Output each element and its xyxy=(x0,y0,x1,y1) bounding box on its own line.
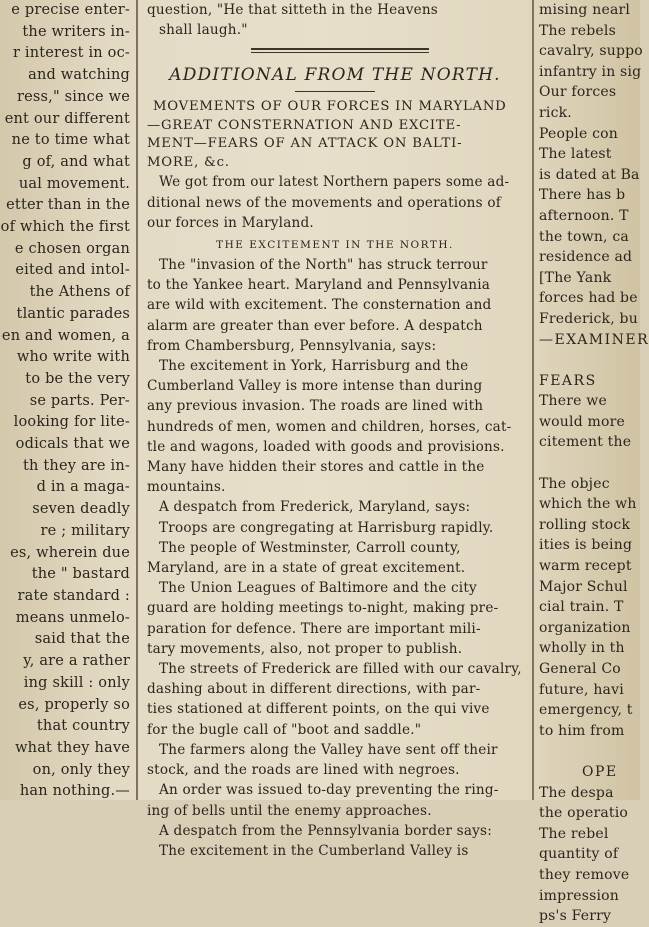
text-line: mising nearl xyxy=(539,2,631,18)
text-line: han nothing.— xyxy=(19,783,130,800)
text-line: The Union Leagues of Baltimore and the city xyxy=(159,580,477,597)
text-line: rolling stock xyxy=(539,516,631,533)
text-line: are wild with excitement. The consternation and xyxy=(147,297,492,314)
left-column xyxy=(0,0,134,800)
text-line: quantity of xyxy=(539,846,619,863)
text-line: the town, ca xyxy=(539,228,629,245)
text-line: tlantic parades xyxy=(16,305,130,322)
article-subhead xyxy=(141,98,529,172)
text-line: A despatch from the Pennsylvania border says: xyxy=(159,822,492,839)
section-title: THE EXCITEMENT IN THE NORTH. xyxy=(216,239,454,252)
text-line: An order was issued to-day preventing the ring- xyxy=(159,782,499,799)
text-line: future, havi xyxy=(539,681,624,698)
text-line: the " bastard xyxy=(31,566,130,583)
text-line: ing of bells until the enemy approaches. xyxy=(147,802,432,819)
text-line: —EXAMINER xyxy=(539,331,649,348)
text-line: rate standard : xyxy=(17,587,130,604)
text-line: any previous invasion. The roads are lined with xyxy=(147,398,484,415)
text-line: eited and intol- xyxy=(15,262,130,279)
text-line: said that the xyxy=(34,631,130,648)
text-line: ing skill : only xyxy=(23,674,130,691)
text-line: to be the very xyxy=(25,370,130,387)
text-line: th they are in- xyxy=(23,457,130,474)
text-line: means unmelo- xyxy=(15,609,130,626)
text-line: The excitement in the Cumberland Valley is xyxy=(159,842,469,859)
text-line: organization xyxy=(539,619,631,636)
text-line: We got from our latest Northern papers some ad- xyxy=(159,174,510,191)
text-line: for the bugle call of "boot and saddle." xyxy=(147,721,422,738)
text-line: what they have xyxy=(15,739,130,756)
double-rule xyxy=(251,48,429,53)
text-line: guard are holding meetings to-night, making pre- xyxy=(147,600,499,617)
text-line: that country xyxy=(36,718,130,735)
text-line: Frederick, bu xyxy=(539,310,638,327)
text-line: etter than in the xyxy=(6,197,130,214)
text-line: es, wherein due xyxy=(10,544,130,561)
text-line: looking for lite- xyxy=(13,414,130,431)
text-line: wholly in th xyxy=(539,640,625,657)
text-line: Many have hidden their stores and cattle in the xyxy=(147,459,485,476)
text-line: The objec xyxy=(539,475,610,492)
text-line: which the wh xyxy=(539,496,637,513)
text-line: ities is being xyxy=(539,537,633,554)
text-line: ditional news of the movements and operations of xyxy=(147,194,501,211)
text-line: The excitement in York, Harrisburg and the xyxy=(159,358,469,375)
subhead-line: MOVEMENTS OF OUR FORCES IN MARYLAND xyxy=(153,99,507,115)
text-line: from Chambersburg, Pennsylvania, says: xyxy=(147,337,437,354)
text-line: The rebel xyxy=(539,825,609,842)
text-line: e chosen organ xyxy=(14,240,130,257)
text-line: seven deadly xyxy=(32,501,130,518)
headline-rule xyxy=(295,91,375,92)
text-line: The rebels xyxy=(539,22,616,39)
text-line: hundreds of men, women and children, horses, cat- xyxy=(147,418,512,435)
column-rule xyxy=(532,0,534,800)
text-line: d in a maga- xyxy=(36,479,130,496)
text-line: to the Yankee heart. Maryland and Pennsylvania xyxy=(147,277,491,294)
text-line: tle and wagons, loaded with goods and provisions. xyxy=(147,438,505,455)
text-line: shall laugh." xyxy=(159,22,248,39)
text-line: question, "He that sitteth in the Heavens xyxy=(147,2,438,18)
text-line: impression xyxy=(539,887,619,904)
text-line: stock, and the roads are lined with negroes. xyxy=(147,762,460,779)
text-line: There we xyxy=(539,393,607,410)
text-line: the Athens of xyxy=(29,284,130,301)
text-line: ual movement. xyxy=(18,175,130,192)
text-line: FEARS xyxy=(539,372,597,389)
right-column xyxy=(537,0,649,925)
text-line: is dated at Ba xyxy=(539,166,640,183)
text-line: ties stationed at different points, on the qui vive xyxy=(147,701,490,718)
text-line: The latest xyxy=(539,146,612,163)
text-line: ps's Ferry xyxy=(539,908,612,925)
text-line: infantry in sig xyxy=(539,63,642,80)
text-line: y, are a rather xyxy=(23,653,130,670)
text-line: The streets of Frederick are filled with our cavalry, xyxy=(159,661,522,678)
text-line: Troops are congregating at Harrisburg rapidly. xyxy=(159,519,494,536)
subhead-line: —GREAT CONSTERNATION AND EXCITE- xyxy=(147,117,462,133)
text-line: cavalry, suppo xyxy=(539,43,643,60)
text-line: warm recept xyxy=(539,558,632,575)
text-line: the writers in- xyxy=(22,23,130,40)
text-line: The "invasion of the North" has struck terrour xyxy=(159,257,488,274)
text-line: Our forces xyxy=(539,84,617,101)
text-line: es, properly so xyxy=(18,696,130,713)
text-line: dashing about in different directions, with par- xyxy=(147,681,481,698)
text-line: en and women, a xyxy=(1,327,130,344)
text-line: The despa xyxy=(539,784,614,801)
text-line xyxy=(537,350,647,371)
text-line: the operatio xyxy=(539,805,629,822)
text-line: A despatch from Frederick, Maryland, says: xyxy=(159,499,471,516)
text-line: General Co xyxy=(539,661,621,677)
text-line: Cumberland Valley is more intense than during xyxy=(147,378,483,395)
text-line: Major Schul xyxy=(539,578,628,595)
text-line: [The Yank xyxy=(539,269,612,286)
text-line: There has b xyxy=(539,187,626,204)
text-line: cial train. T xyxy=(539,599,624,616)
article-headline: ADDITIONAL FROM THE NORTH. xyxy=(169,65,501,86)
text-line: g of, and what xyxy=(22,153,130,170)
text-line: r interest in oc- xyxy=(12,45,130,62)
text-line: citement the xyxy=(539,434,632,451)
subhead-line: MORE, &c. xyxy=(147,154,230,170)
text-line: re ; military xyxy=(40,522,130,539)
text-line: The people of Westminster, Carroll county, xyxy=(159,539,461,556)
text-line: who write with xyxy=(16,349,130,366)
text-line: The farmers along the Valley have sent off their xyxy=(159,741,498,758)
text-line: our forces in Maryland. xyxy=(147,214,314,231)
text-line xyxy=(537,741,647,762)
text-line: emergency, t xyxy=(539,702,633,719)
text-line: would more xyxy=(539,413,625,430)
text-line: rick. xyxy=(539,104,572,121)
text-line: People con xyxy=(539,125,618,142)
text-line: se parts. Per- xyxy=(29,392,130,409)
subhead-line: MENT—FEARS OF AN ATTACK ON BALTI- xyxy=(147,136,463,152)
text-line xyxy=(537,453,647,474)
text-line: odicals that we xyxy=(15,436,130,453)
text-line: of which the first xyxy=(0,219,130,236)
middle-column xyxy=(141,0,529,859)
text-line: e precise enter- xyxy=(11,2,130,18)
text-line: ne to time what xyxy=(11,132,130,149)
text-line: ress," since we xyxy=(16,88,130,105)
text-line: alarm are greater than ever before. A despatch xyxy=(147,317,483,334)
text-line: afternoon. T xyxy=(539,207,629,224)
column-rule xyxy=(136,0,138,800)
text-line: residence ad xyxy=(539,249,633,266)
text-line: OPE xyxy=(582,763,618,780)
text-line: Maryland, are in a state of great excitement. xyxy=(147,560,466,577)
text-line: paration for defence. There are important mili- xyxy=(147,620,481,637)
text-line: mountains. xyxy=(147,479,226,496)
text-line: they remove xyxy=(539,866,630,883)
text-line: forces had be xyxy=(539,290,638,307)
text-line: ent our different xyxy=(4,110,130,127)
text-line: to him from xyxy=(539,722,625,739)
text-line: tary movements, also, not proper to publish. xyxy=(147,640,463,657)
text-line: and watching xyxy=(28,67,130,84)
text-line: on, only they xyxy=(32,761,130,778)
